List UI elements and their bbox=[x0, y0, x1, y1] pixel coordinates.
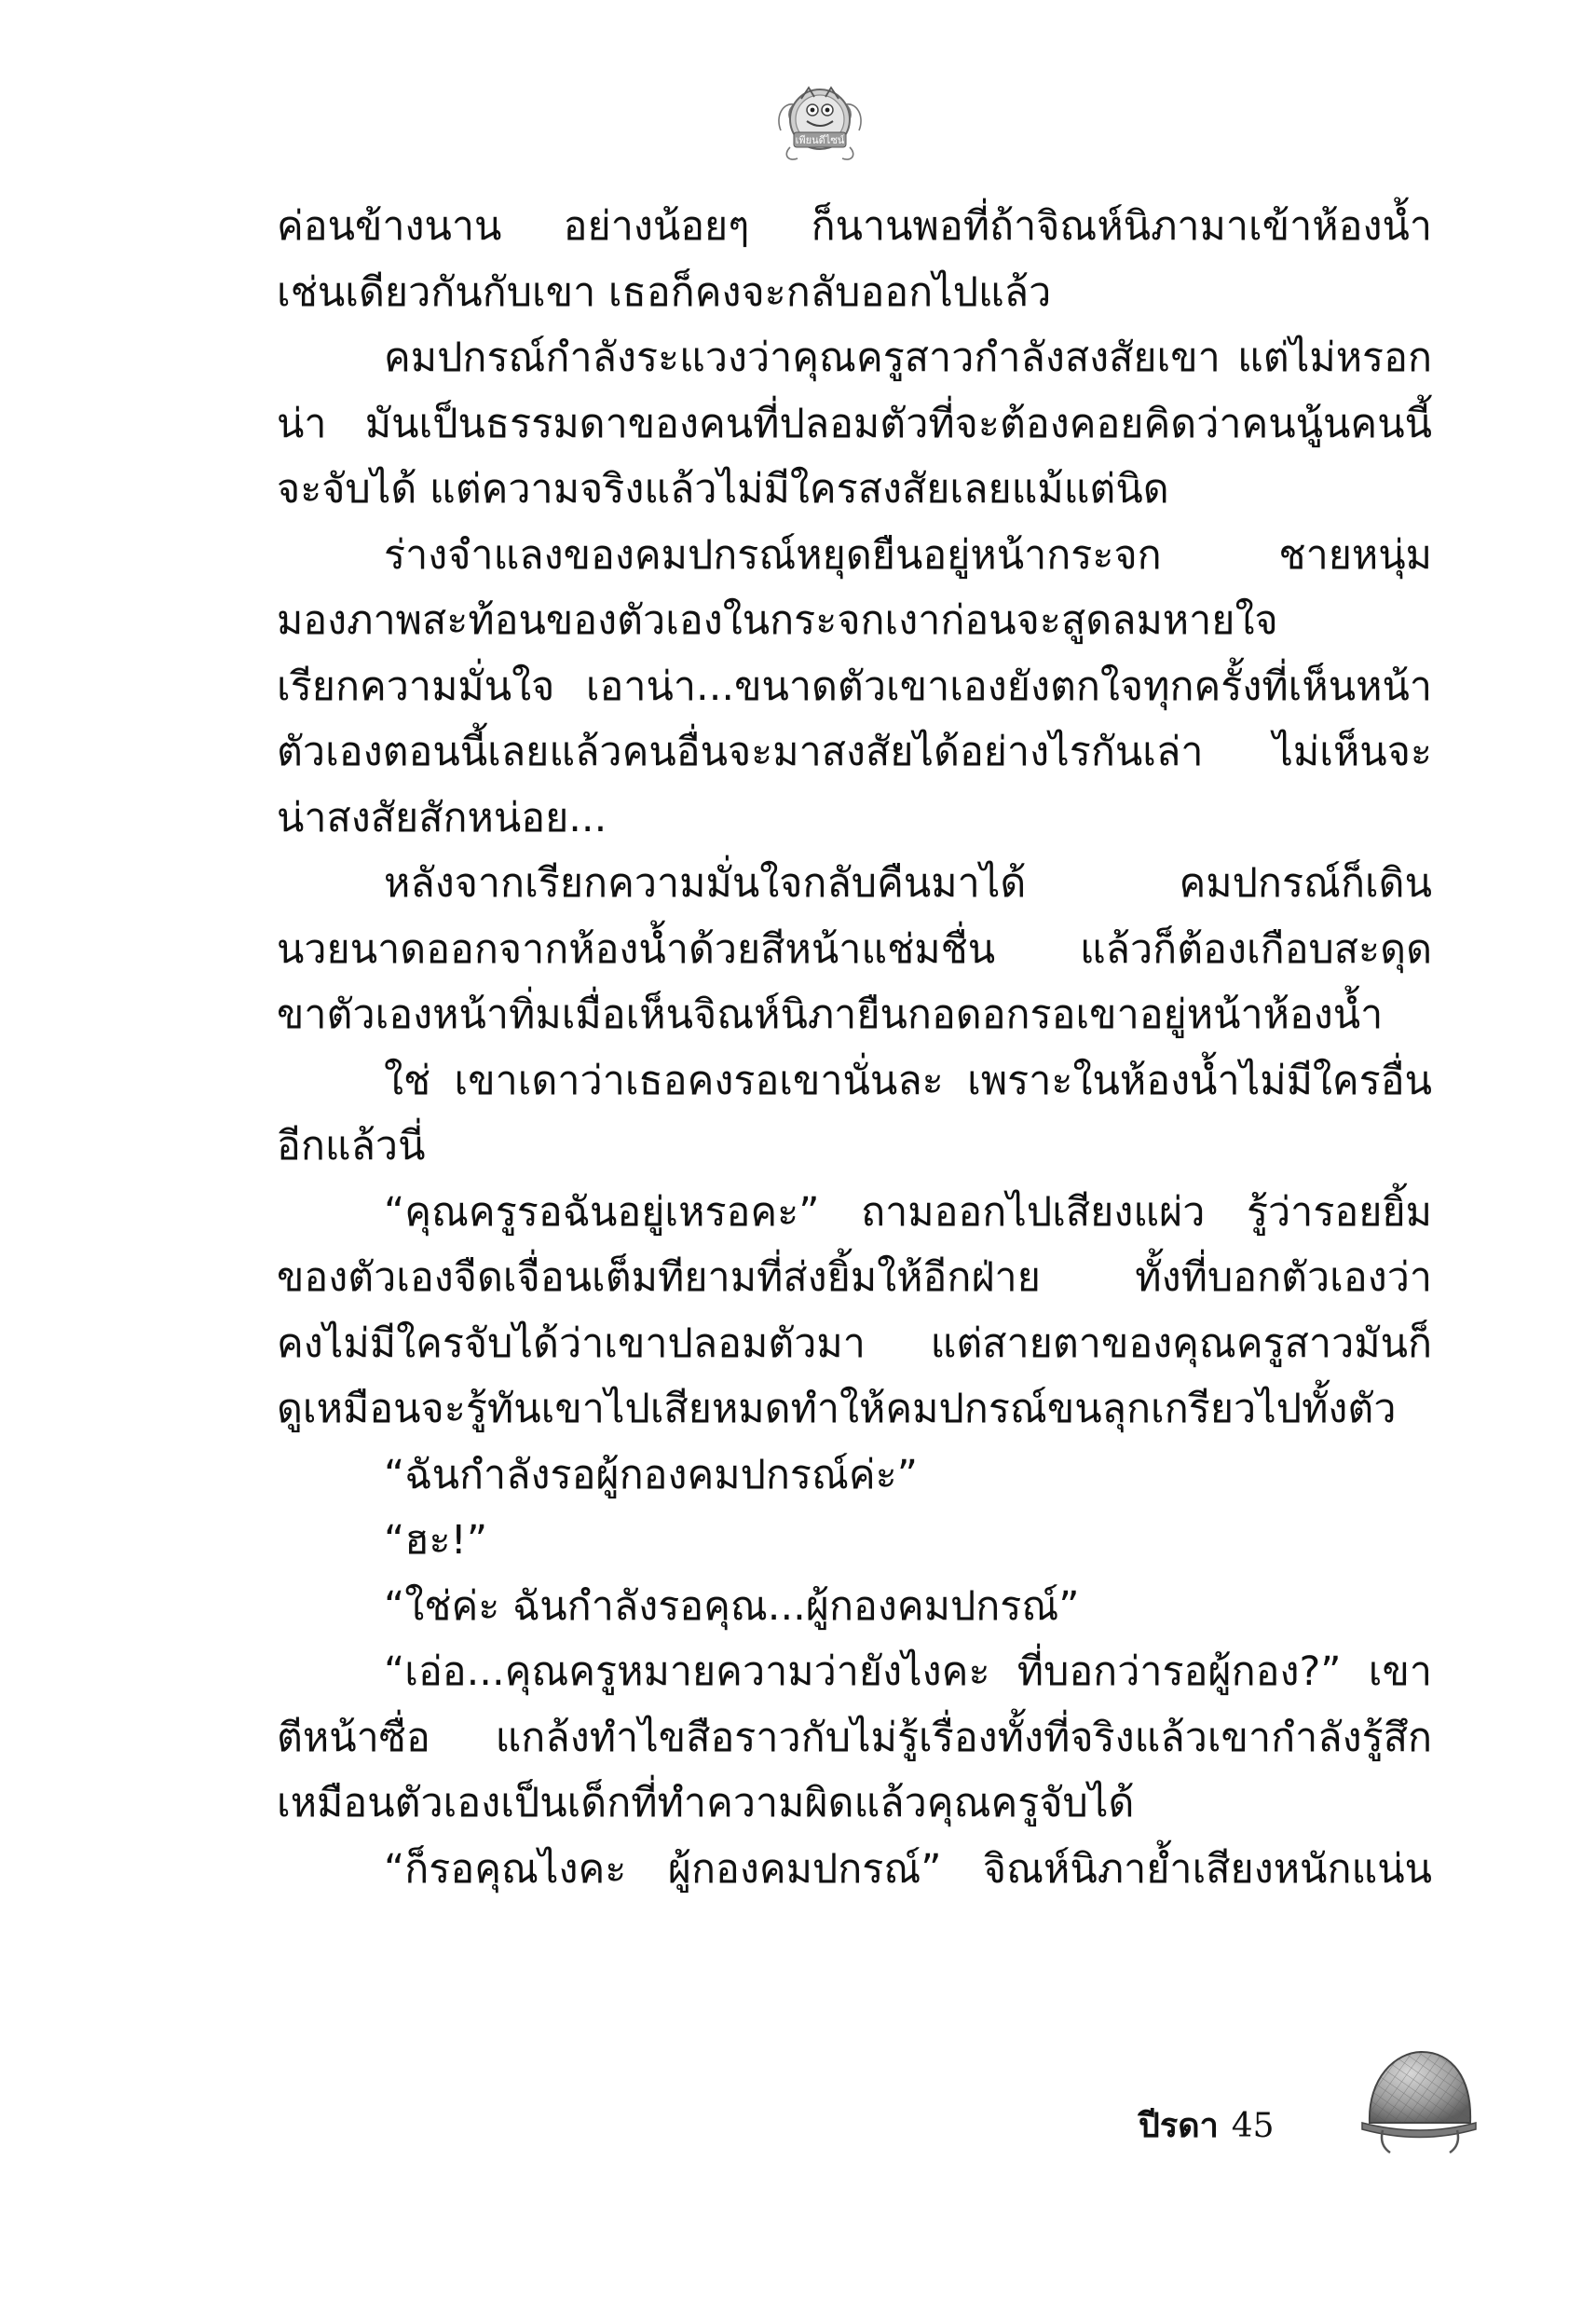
paragraph bbox=[277, 325, 1432, 523]
body-text bbox=[277, 194, 1432, 1902]
text-line: “ใช่ค่ะ ฉันกำลังรอคุณ...ผู้กองคมปกรณ์” bbox=[384, 1582, 1080, 1630]
text-line: เช่นเดียวกันกับเขา เธอก็คงจะกลับออกไปแล้ว bbox=[277, 268, 1052, 316]
page-number: 45 bbox=[1231, 2107, 1275, 2145]
text-line: ค่อนข้างนาน อย่างน้อยๆ ก็นานพอที่ถ้าจิณห์นิภามาเข้าห้องน้ำ bbox=[277, 203, 1432, 250]
text-line: ตีหน้าซื่อ แกล้งทำไขสือราวกับไม่รู้เรื่องทั้งที่จริงแล้วเขากำลังรู้สึก bbox=[277, 1714, 1432, 1761]
paragraph bbox=[277, 1443, 1432, 1509]
author-name: ปีรดา bbox=[1139, 2106, 1219, 2145]
text-line: อีกแล้วนี่ bbox=[277, 1123, 426, 1169]
text-line: ของตัวเองจืดเจื่อนเต็มทียามที่ส่งยิ้มให้อีกฝ่าย ทั้งที่บอกตัวเองว่า bbox=[277, 1254, 1432, 1301]
text-line: ขาตัวเองหน้าทิ่มเมื่อเห็นจิณห์นิภายืนกอดอกรอเขาอยู่หน้าห้องน้ำ bbox=[277, 991, 1384, 1038]
dragon-emblem-icon bbox=[773, 65, 866, 168]
paragraph bbox=[277, 851, 1432, 1048]
text-line: จะจับได้ แต่ความจริงแล้วไม่มีใครสงสัยเลยแม้แต่นิด bbox=[277, 466, 1169, 513]
paragraph bbox=[277, 1837, 1432, 1903]
army-helmet-icon bbox=[1358, 2041, 1480, 2157]
paragraph bbox=[277, 194, 1432, 325]
text-line: “ฉันกำลังรอผู้กองคมปกรณ์ค่ะ” bbox=[384, 1451, 919, 1498]
text-line: “คุณครูรอฉันอยู่เหรอคะ” ถามออกไปเสียงแผ่ว รู้ว่ารอยยิ้ม bbox=[384, 1188, 1432, 1236]
text-line: คงไม่มีใครจับได้ว่าเขาปลอมตัวมา แต่สายตาของคุณครูสาวมันก็ bbox=[277, 1320, 1432, 1367]
paragraph bbox=[277, 1574, 1432, 1640]
text-line: น่าสงสัยสักหน่อย... bbox=[277, 794, 607, 841]
text-line: ตัวเองตอนนี้เลยแล้วคนอื่นจะมาสงสัยได้อย่างไรกันเล่า ไม่เห็นจะ bbox=[277, 729, 1432, 775]
text-line: “เอ่อ...คุณครูหมายความว่ายังไงคะ ที่บอกว่ารอผู้กอง?” เขา bbox=[384, 1648, 1432, 1695]
text-line: คมปกรณ์กำลังระแวงว่าคุณครูสาวกำลังสงสัยเขา แต่ไม่หรอก bbox=[384, 335, 1432, 381]
text-line: “ก็รอคุณไงคะ ผู้กองคมปกรณ์” จิณห์นิภาย้ำเสียงหนักแน่น bbox=[384, 1845, 1432, 1893]
text-line: เหมือนตัวเองเป็นเด็กที่ทำความผิดแล้วคุณครูจับได้ bbox=[277, 1780, 1135, 1826]
text-line: น่า มันเป็นธรรมดาของคนที่ปลอมตัวที่จะต้องคอยคิดว่าคนนู้นคนนี้ bbox=[277, 400, 1432, 447]
paragraph bbox=[277, 523, 1432, 852]
text-line: ดูเหมือนจะรู้ทันเขาไปเสียหมดทำให้คมปกรณ์ขนลุกเกรียวไปทั้งตัว bbox=[277, 1386, 1397, 1432]
text-line: นวยนาดออกจากห้องน้ำด้วยสีหน้าแช่มชื่น แล้วก็ต้องเกือบสะดุด bbox=[277, 925, 1432, 973]
paragraph bbox=[277, 1508, 1432, 1574]
text-line: ร่างจำแลงของคมปกรณ์หยุดยืนอยู่หน้ากระจก ชายหนุ่ม bbox=[384, 531, 1432, 579]
text-line: มองภาพสะท้อนของตัวเองในกระจกเงาก่อนจะสูดลมหายใจ bbox=[277, 597, 1278, 644]
text-line: เรียกความมั่นใจ เอาน่า...ขนาดตัวเขาเองยังตกใจทุกครั้งที่เห็นหน้า bbox=[277, 663, 1432, 710]
text-line: ใช่ เขาเดาว่าเธอคงรอเขานั่นละ เพราะในห้องน้ำไม่มีใครอื่น bbox=[384, 1057, 1432, 1104]
paragraph bbox=[277, 1048, 1432, 1180]
page-footer bbox=[1139, 2099, 1275, 2152]
logo-text: เพียนดีไซน์ bbox=[795, 134, 845, 146]
text-line: หลังจากเรียกความมั่นใจกลับคืนมาได้ คมปกรณ์ก็เดิน bbox=[384, 860, 1432, 907]
text-line: “ฮะ!” bbox=[384, 1517, 488, 1564]
paragraph bbox=[277, 1180, 1432, 1443]
paragraph bbox=[277, 1639, 1432, 1837]
